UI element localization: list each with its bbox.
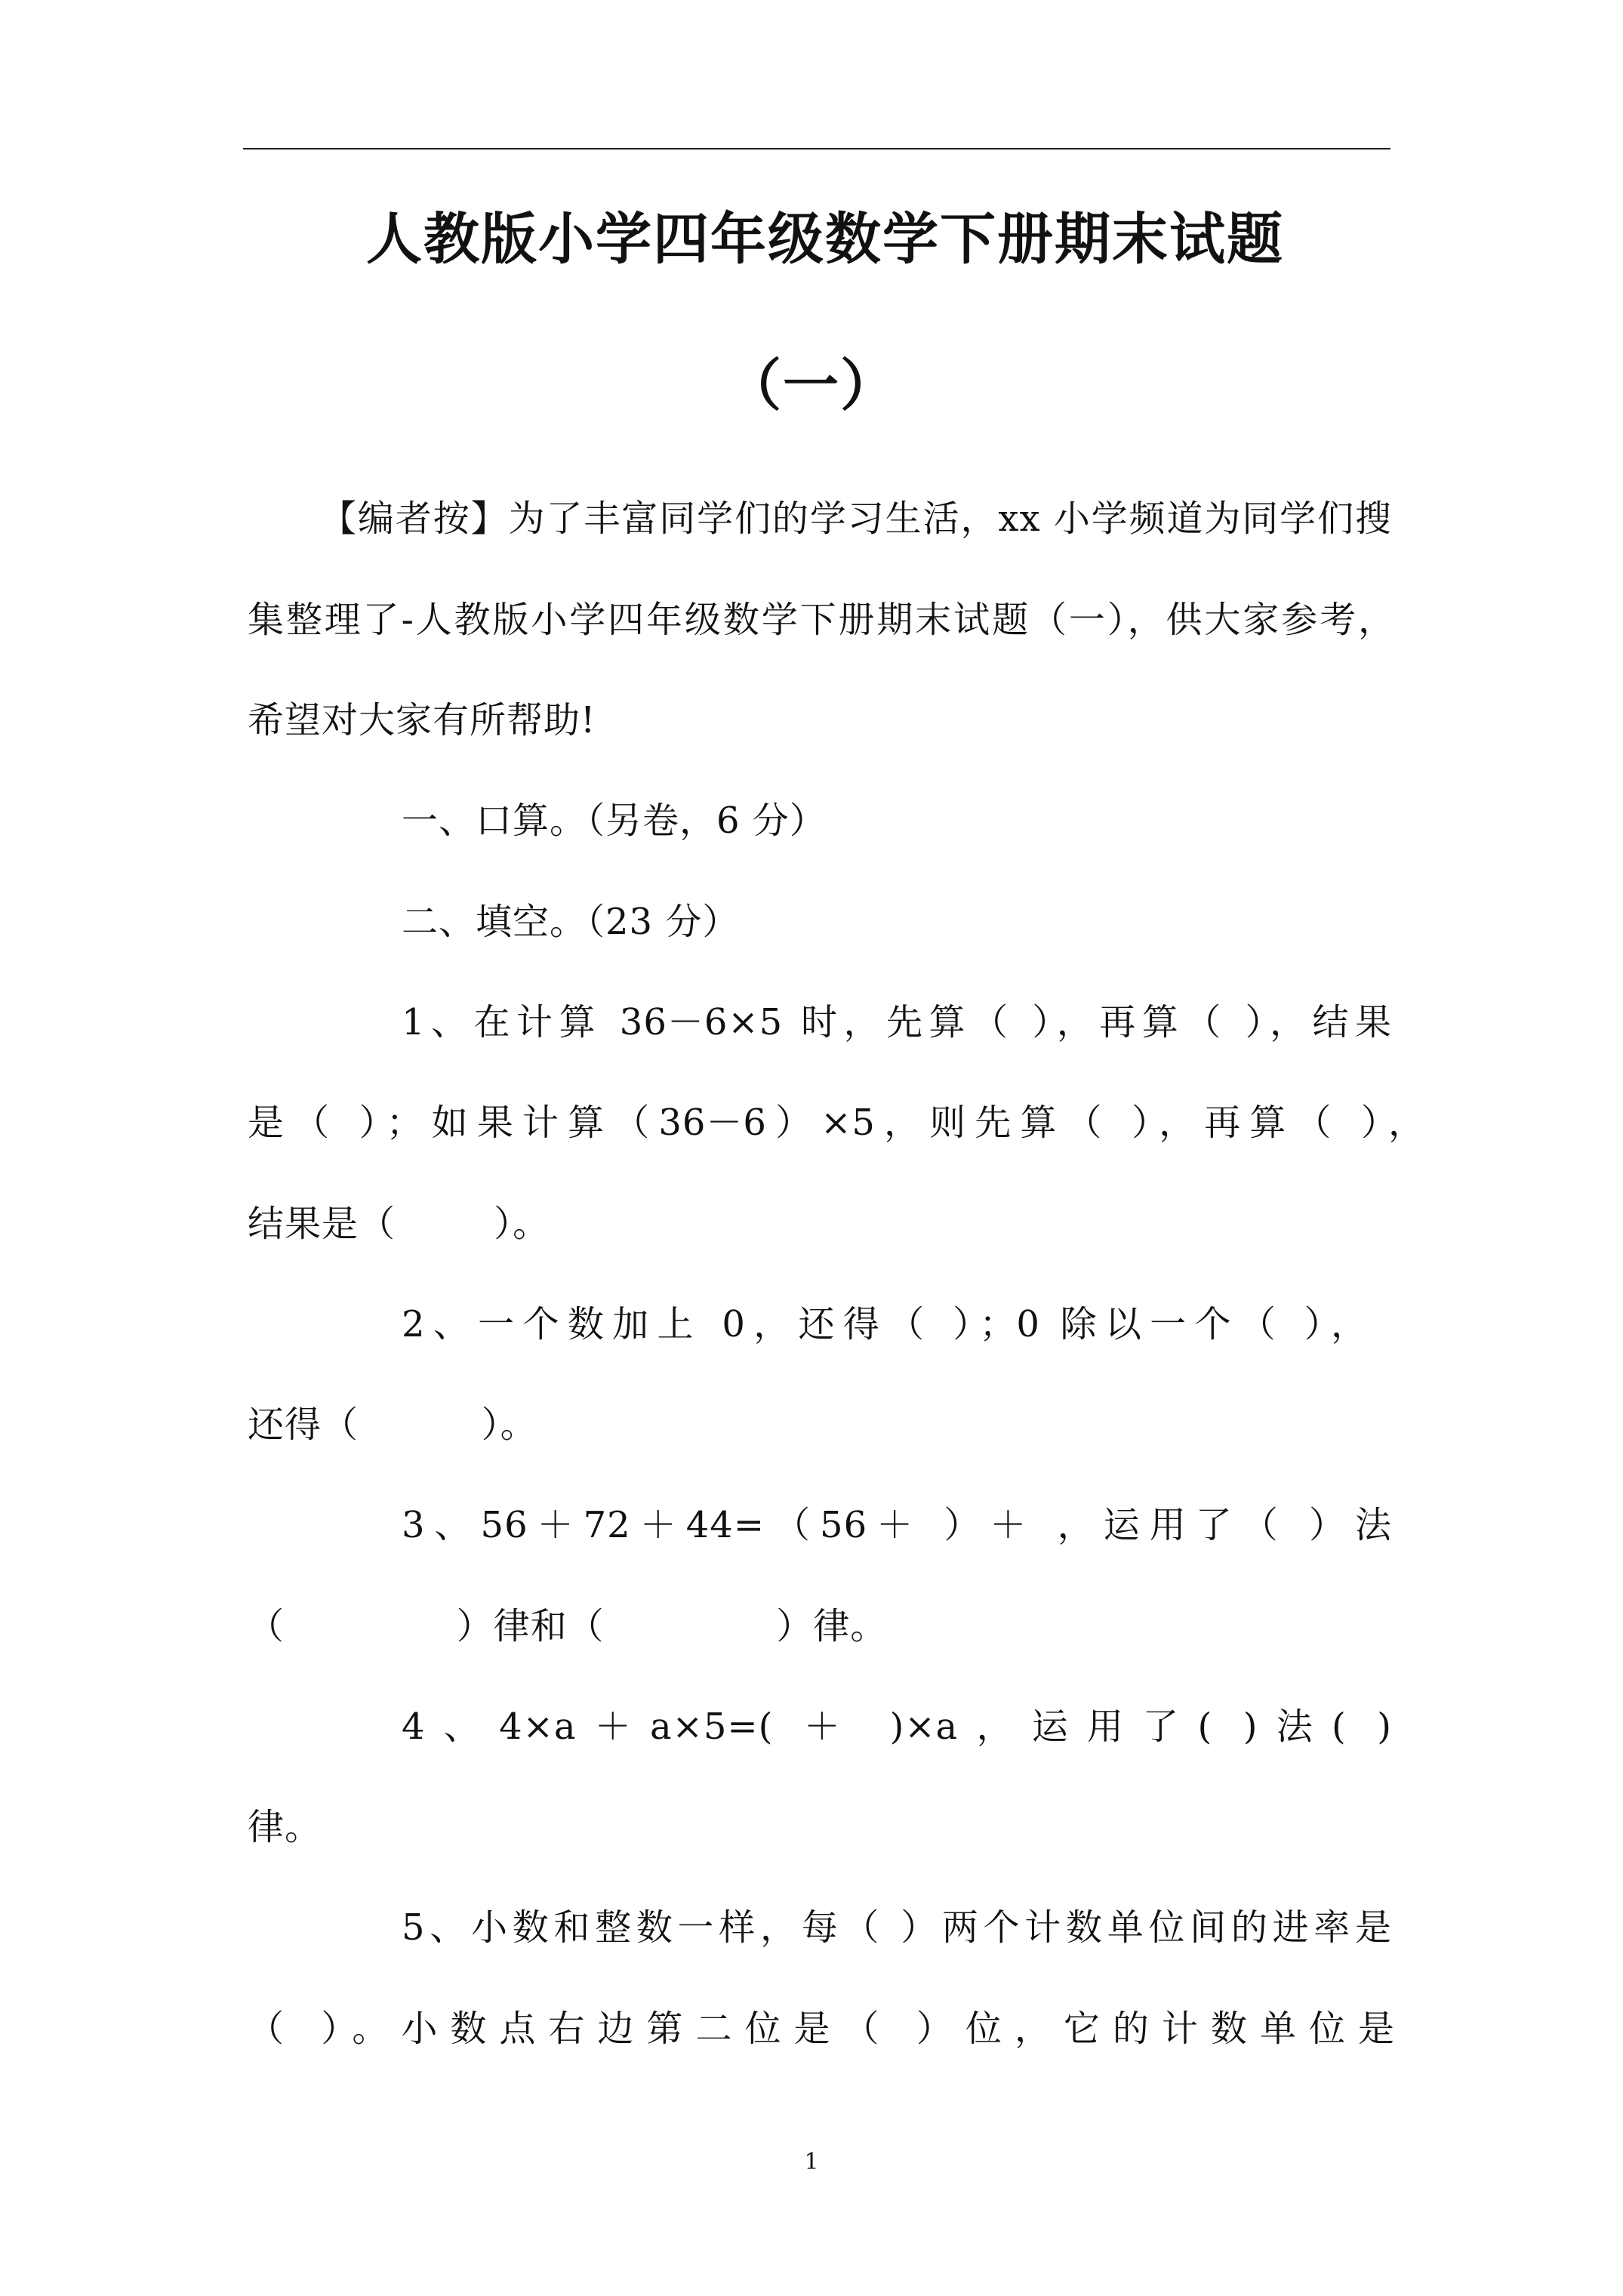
question-1-line-2: 是（ ）；如果计算（36－6）×5，则先算（ ），再算（ ）， <box>248 1102 1425 1144</box>
question-3-line-2: （ ）律和（ ）律。 <box>248 1605 888 1647</box>
section-heading-1: 一、口算。（另卷，6 分） <box>402 800 827 842</box>
question-5-line-2: （ ）。小数点右边第二位是（ ）位，它的计数单位是 <box>248 2008 1395 2050</box>
intro-line-2: 集整理了-人教版小学四年级数学下册期末试题（一），供大家参考， <box>248 599 1395 641</box>
document-title: 人教版小学四年级数学下册期末试题 <box>366 207 1284 272</box>
intro-line-1: 【编者按】为了丰富同学们的学习生活，xx 小学频道为同学们搜 <box>320 498 1392 540</box>
section-heading-2: 二、填空。（23 分） <box>402 901 740 943</box>
question-4-line-1: 4、4×a＋a×5=( ＋ )×a，运用了( )法( ) <box>402 1706 1392 1748</box>
question-3-line-1: 3、56＋72＋44=（56＋ ）＋ ，运用了（ ）法 <box>402 1504 1392 1546</box>
question-4-line-2: 律。 <box>248 1806 322 1848</box>
question-1-line-1: 1、在计算 36－6×5 时，先算（ ），再算（ ），结果 <box>402 1001 1392 1043</box>
document-title-part: （一） <box>725 353 898 418</box>
intro-line-3: 希望对大家有所帮助! <box>248 699 596 741</box>
question-2-line-1: 2、一个数加上 0，还得（ ）；0 除以一个（ ）， <box>402 1303 1368 1345</box>
header-rule <box>243 148 1390 149</box>
question-1-line-3: 结果是（ ）。 <box>248 1203 550 1245</box>
question-5-line-1: 5、小数和整数一样，每（ ）两个计数单位间的进率是 <box>402 1906 1392 1949</box>
page-number: 1 <box>804 2149 819 2175</box>
question-2-line-2: 还得（ ）。 <box>248 1404 537 1446</box>
